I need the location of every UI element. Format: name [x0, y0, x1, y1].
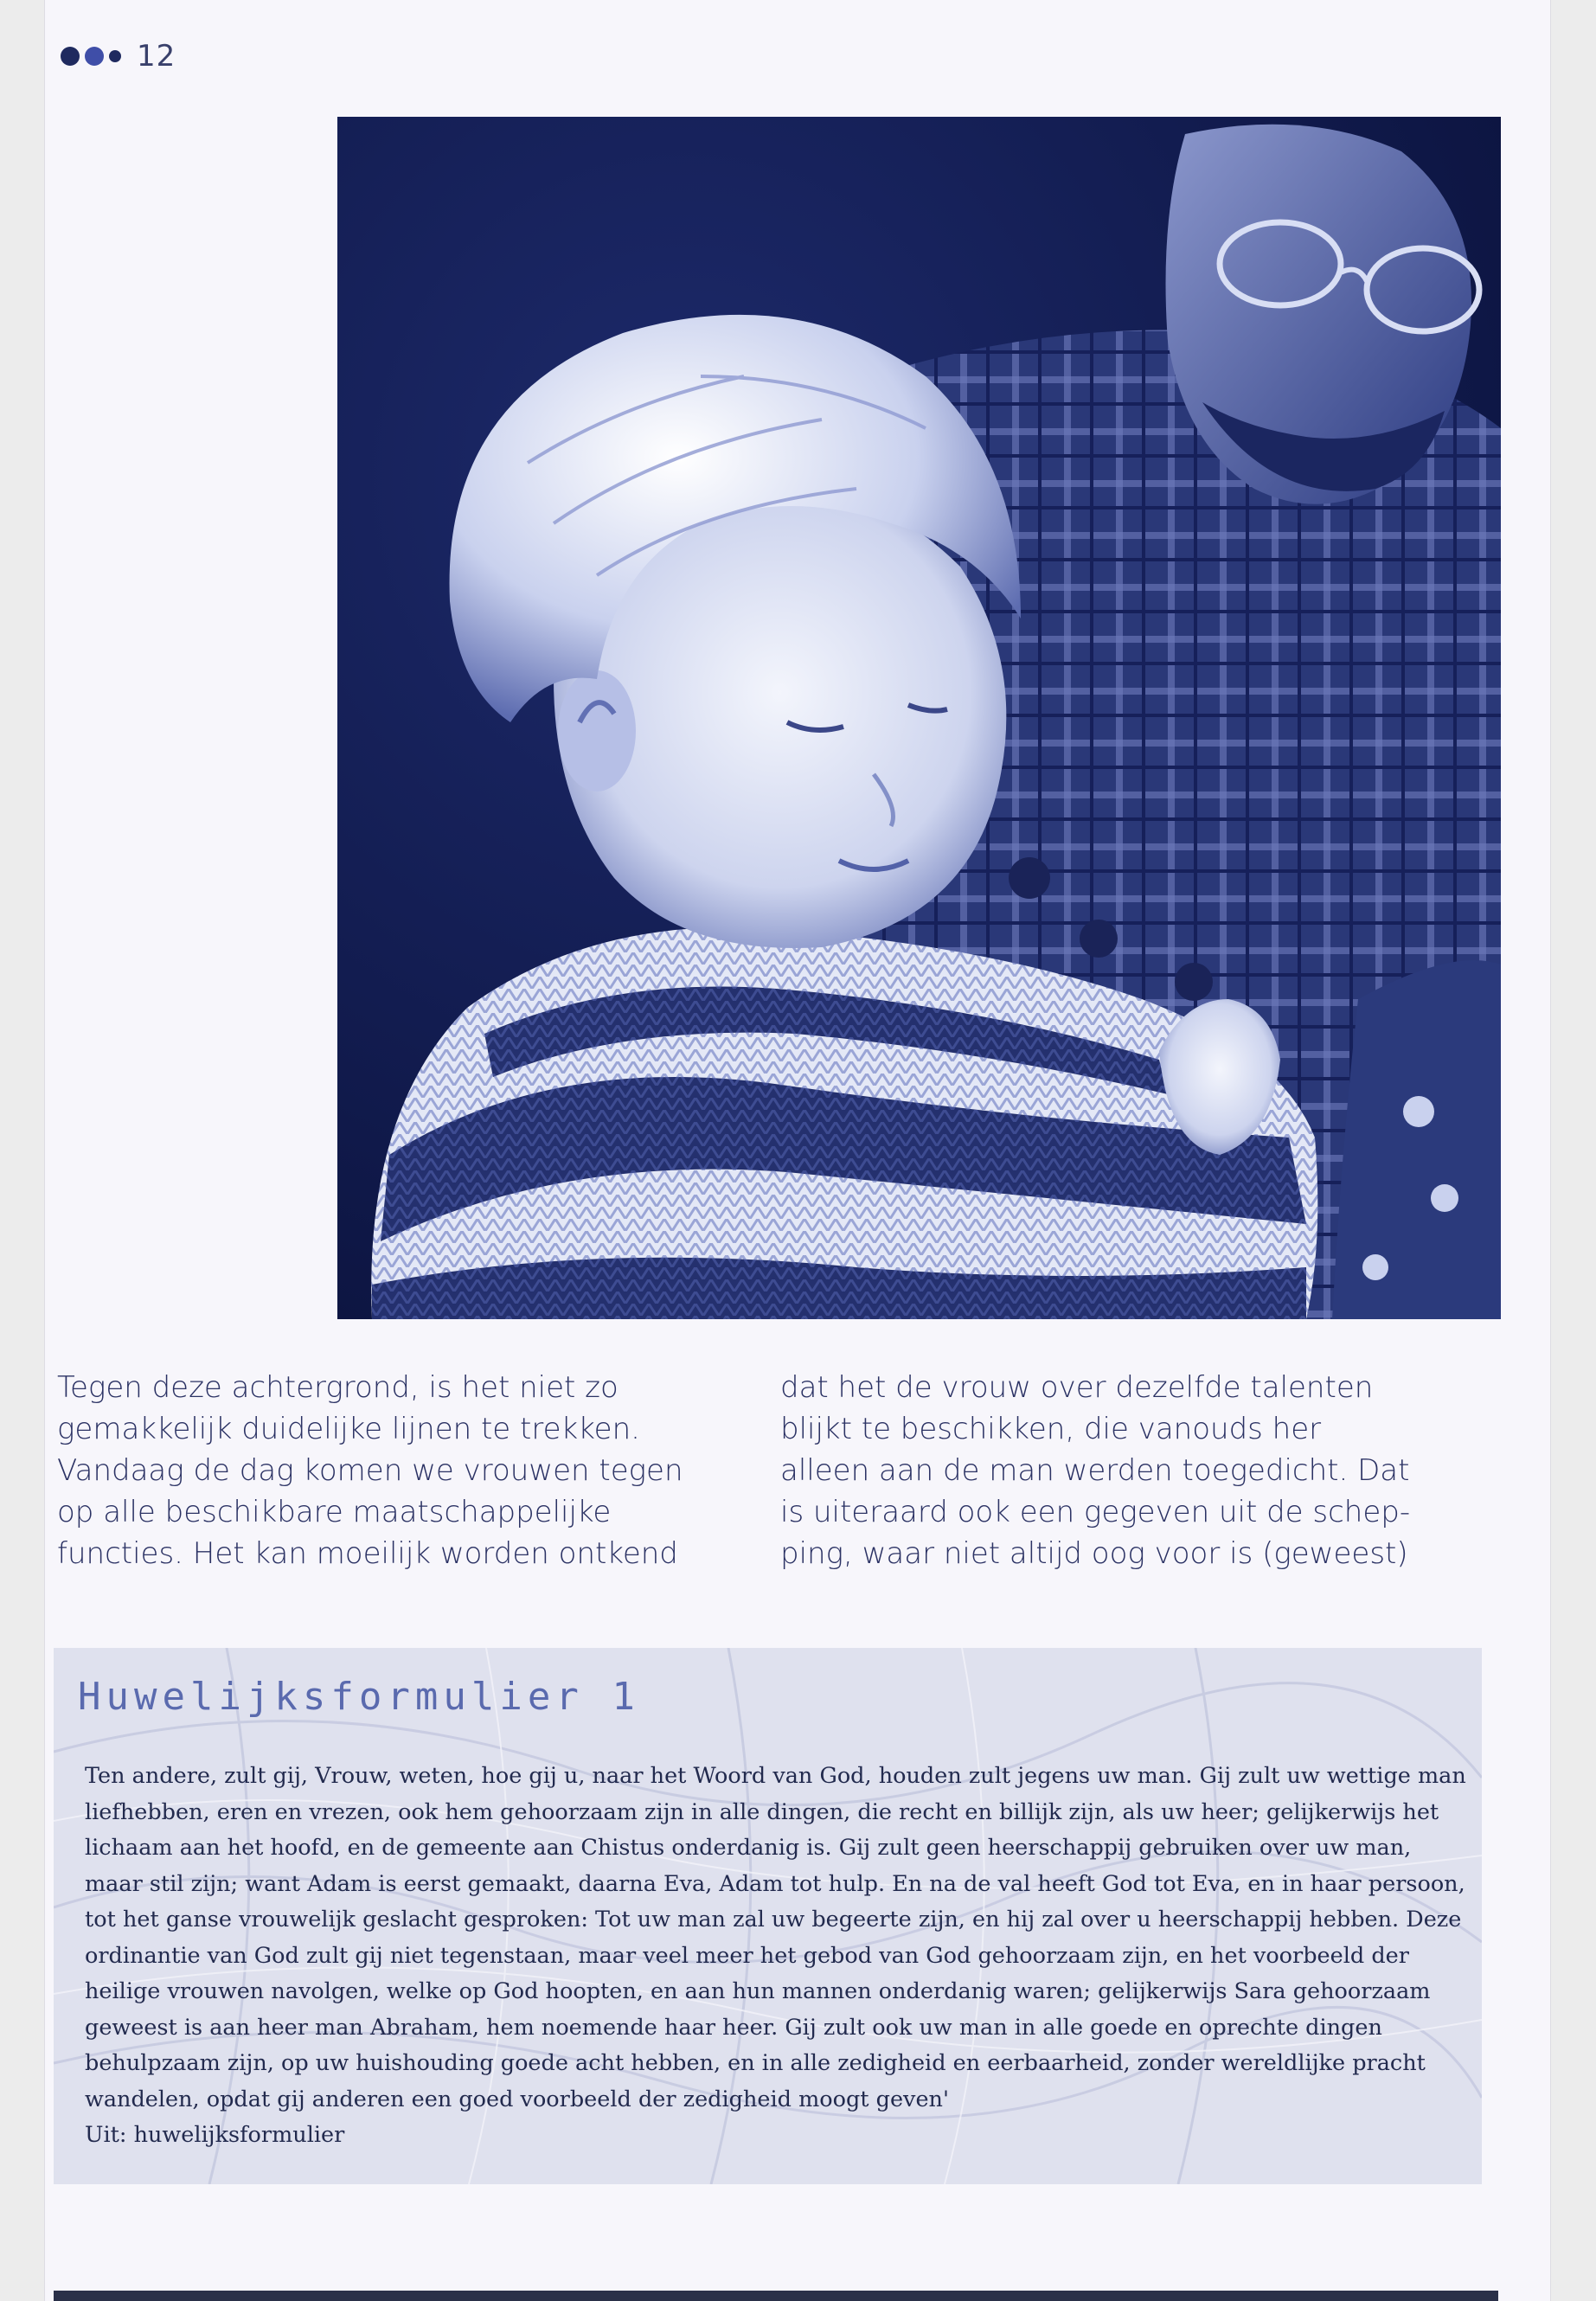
body-text-right-column: dat het de vrouw over dezelfde talenten blijkt te beschikken, die vanouds her alleen aan de man werden toegedicht. Dat is uiteraard ook een gegeven uit de schep- ping, waar niet altijd oog voor is (geweest)	[780, 1370, 1411, 1571]
page-number: 12	[137, 39, 176, 74]
quote-box-text	[85, 1759, 1469, 2154]
folio-dot-icon	[61, 47, 80, 66]
bottom-edge-rule	[54, 2291, 1498, 2301]
quote-paragraph: Ten andere, zult gij, Vrouw, weten, hoe gij u, naar het Woord van God, houden zult jegens uw man. Gij zult uw wettige man liefhebben, eren en vrezen, ook hem gehoorzaam zijn in alle dingen, die recht en billijk zijn, als uw heer; gelijkerwijs het lichaam aan het hoofd, en de gemeente aan Chistus onderdanig is. Gij zult geen heerschappij gebruiken over uw man, maar stil zijn; want Adam is eerst gemaakt, daarna Eva, Adam tot hulp. En na de val heeft God tot Eva, en in haar persoon, tot het ganse vrouwelijk geslacht gesproken: Tot uw man zal uw begeerte zijn, en hij zal over u heerschappij hebben. Deze ordinantie van God zult gij niet tegenstaan, maar veel meer het gebod van God gehoorzaam zijn, en het voorbeeld der heilige vrouwen navolgen, welke op God hoopten, en aan hun mannen onderdanig waren; gelijkerwijs Sara gehoorzaam geweest is aan heer man Abraham, hem noemende haar heer. Gij zult ook uw man in alle goede en oprechte dingen behulpzaam zijn, op uw huishouding goede acht hebben, en in alle zedigheid en eerbaarheid, zonder wereldlijke pracht wandelen, opdat gij anderen een goed voorbeeld der zedigheid moogt geven'	[85, 1763, 1466, 2112]
folio-dot-icon	[85, 47, 104, 66]
folio-dot-icon	[109, 50, 121, 62]
page-folio	[61, 39, 176, 74]
quote-box-title: Huwelijksformulier 1	[78, 1675, 640, 1719]
father-child-photo	[337, 117, 1501, 1319]
body-text-left-column: Tegen deze achtergrond, is het niet zo gemakkelijk duidelijke lijnen te trekken. Vandaag de dag komen we vrouwen tegen op alle beschikbare maatschappelijke functies. Het kan moeilijk worden ontkend	[57, 1370, 683, 1571]
quote-source: Uit: huwelijksformulier	[85, 2122, 345, 2148]
